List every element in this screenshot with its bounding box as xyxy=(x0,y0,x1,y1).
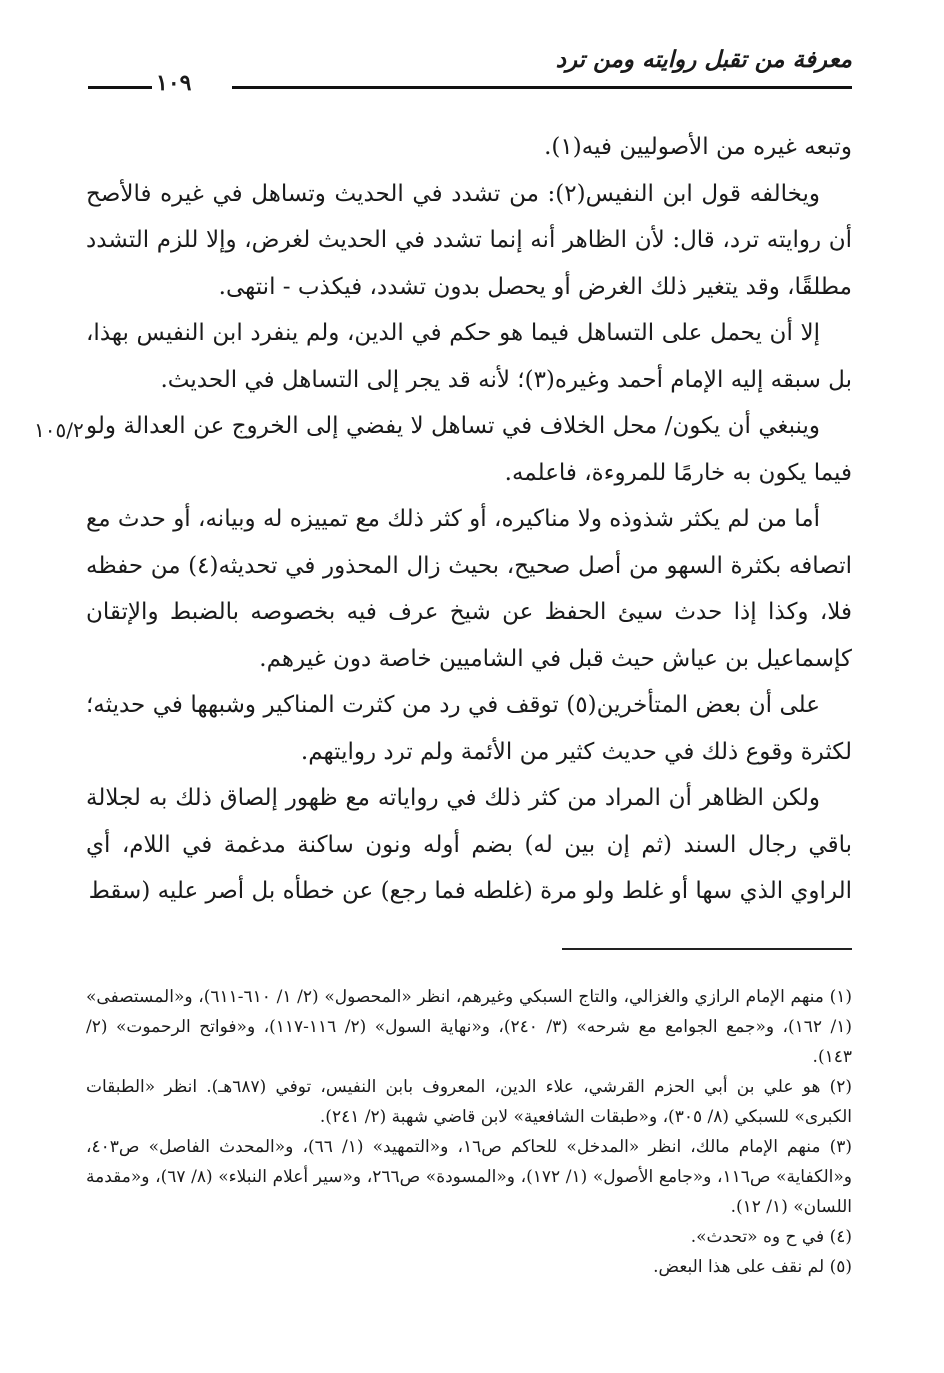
footnote: (٤) في ح وه «تحدث». xyxy=(690,1227,852,1247)
paragraph: ولكن الظاهر أن المراد من كثر ذلك في رواياته مع ظهور إلصاق ذلك به لجلالة باقي رجال السند (ثم إن بين له) بضم أوله ونون ساكنة مدغمة في اللام، أي الراوي الذي سها أو غلط ولو مرة (غلطه فما رجع) عن خطأه بل أصر عليه (سقط xyxy=(86,785,852,904)
header-rule-right xyxy=(232,86,852,89)
footnote-separator xyxy=(562,948,852,950)
paragraph: أما من لم يكثر شذوذه ولا مناكيره، أو كثر ذلك مع تمييزه له وبيانه، أو حدث مع اتصافه بكثرة السهو من أصل صحيح، بحيث زال المحذور في تحديثه(٤) من حفظه فلا، وكذا إذا حدث سيئ الحفظ عن شيخ عرف فيه بخصوصه بالضبط والإتقان كإسماعيل بن عياش حيث قبل في الشاميين خاصة دون غيرهم. xyxy=(86,506,853,672)
margin-reference: ١٠٥/٢ xyxy=(34,418,84,442)
paragraph: على أن بعض المتأخرين(٥) توقف في رد من كثرت المناكير وشبهها في حديثه؛ لكثرة وقوع ذلك في حديث كثير من الأئمة ولم ترد روايتهم. xyxy=(86,692,852,765)
footnote: (٢) هو علي بن أبي الحزم القرشي، علاء الدين، المعروف بابن النفيس، توفي (٦٨٧هـ). انظر «الطبقات الكبرى» للسبكي (٨/ ٣٠٥)، و«طبقات الشافعية» لابن قاضي شهبة (٢/ ٢٤١). xyxy=(86,1077,853,1127)
paragraph: وتبعه غيره من الأصوليين فيه(١). xyxy=(544,134,852,160)
paragraph: ويخالفه قول ابن النفيس(٢): من تشدد في الحديث وتساهل في غيره فالأصح أن روايته ترد، قال: لأن الظاهر أنه إنما تشدد في الحديث لغرض، وإلا للزم التشدد مطلقًا، وقد يتغير ذلك الغرض أو يحصل بدون تشدد، فيكذب - انتهى. xyxy=(86,180,852,300)
paragraph: إلا أن يحمل على التساهل فيما هو حكم في الدين، ولم ينفرد ابن النفيس بهذا، بل سبقه إليه الإمام أحمد وغيره(٣)؛ لأنه قد يجر إلى التساهل في الحديث. xyxy=(86,320,852,393)
paragraph: وينبغي أن يكون/ محل الخلاف في تساهل لا يفضي إلى الخروج عن العدالة ولو فيما يكون به خارمًا للمروءة، فاعلمه. xyxy=(86,413,852,486)
main-text xyxy=(86,124,852,915)
footnote: (١) منهم الإمام الرازي والغزالي، والتاج السبكي وغيرهم، انظر «المحصول» (٢/ ١/ ٦١٠-٦١١)، و«المستصفى» (١/ ١٦٢)، و«جمع الجوامع مع شرحه» (٣/ ٢٤٠)، و«نهاية السول» (٢/ ١١٦-١١٧)، و«فواتح الرحموت» (٢/ ١٤٣). xyxy=(86,987,852,1067)
footnote: (٥) لم نقف على هذا البعض. xyxy=(653,1257,852,1277)
footnotes xyxy=(86,982,852,1282)
running-header-title: معرفة من تقبل روايته ومن ترد xyxy=(555,46,852,73)
page-number: ١٠٩ xyxy=(156,70,192,96)
header-rule-left xyxy=(88,86,152,89)
footnote: (٣) منهم الإمام مالك، انظر «المدخل» للحاكم ص١٦، و«التمهيد» (١/ ٦٦)، و«المحدث الفاصل» ص٤٠٣، و«الكفاية» ص١١٦، و«جامع الأصول» (١/ ١٧٢)، و«المسودة» ص٢٦٦، و«سير أعلام النبلاء» (٨/ ٦٧)، و«مقدمة اللسان» (١/ ١٢). xyxy=(86,1137,852,1217)
